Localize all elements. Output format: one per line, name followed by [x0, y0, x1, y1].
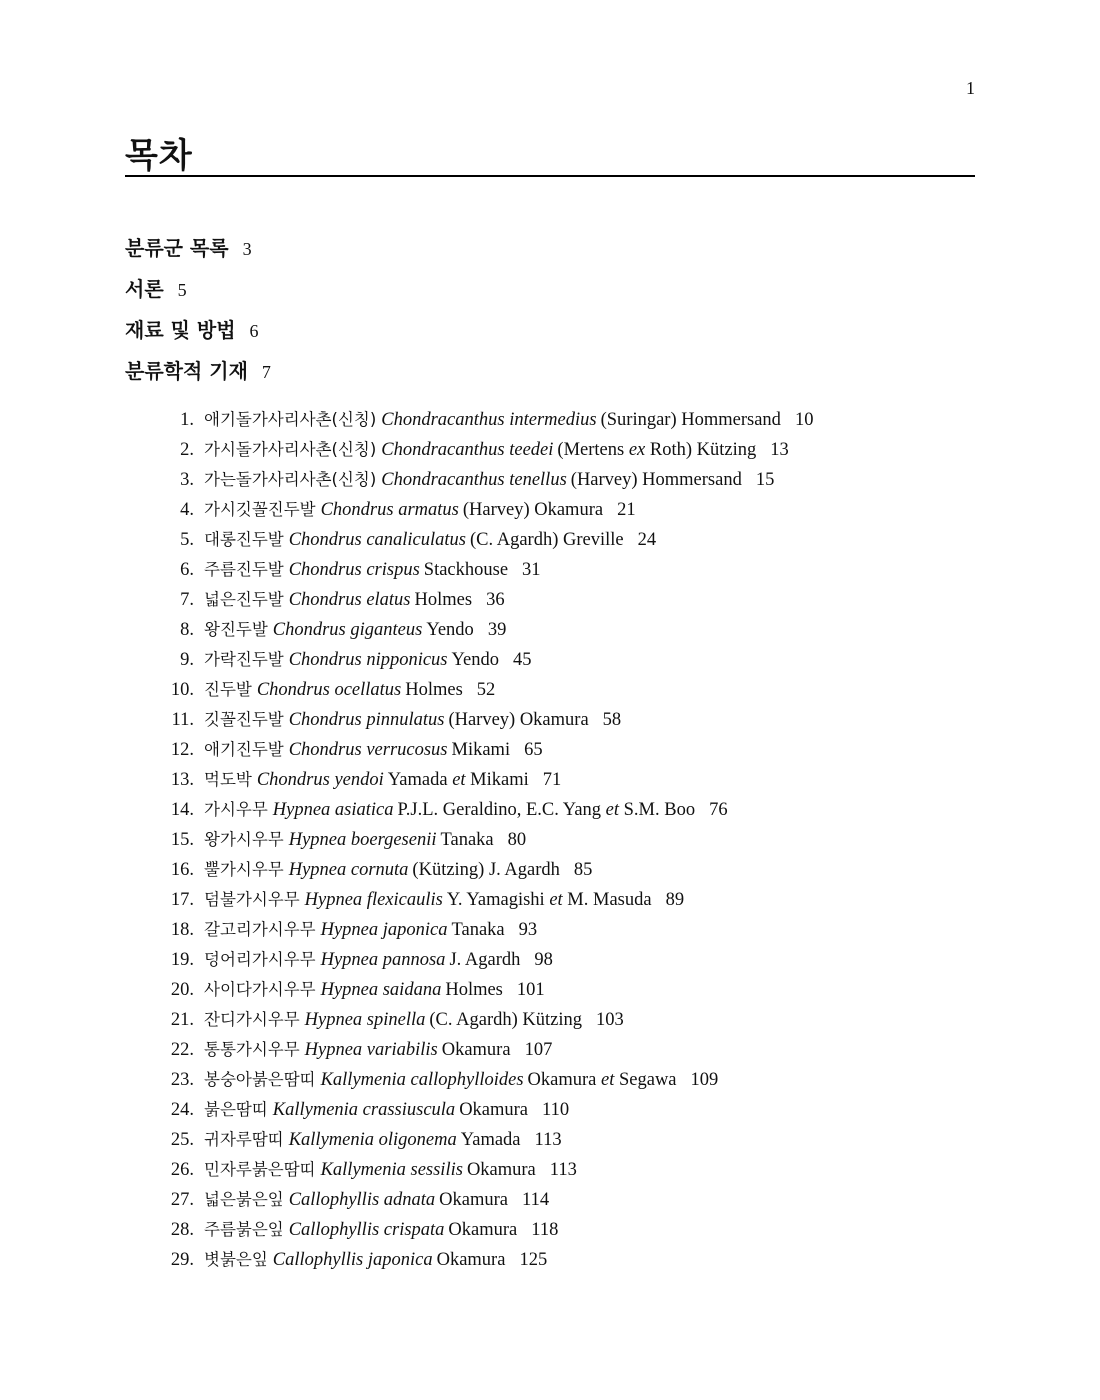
toc-entry-page: 110	[542, 1100, 570, 1120]
toc-entry-scientific-name: Hypnea variabilis	[304, 1040, 438, 1060]
toc-entry[interactable]	[160, 825, 813, 855]
toc-entry-author-part: J. Agardh	[449, 950, 521, 970]
toc-entry-number: 5.	[180, 530, 194, 550]
toc-entry[interactable]	[160, 735, 813, 765]
toc-entry-scientific-name: Chondrus verrucosus	[288, 740, 448, 760]
toc-entry-number: 25.	[170, 1130, 194, 1150]
toc-entry[interactable]	[160, 885, 813, 915]
toc-entry-number: 27.	[170, 1190, 194, 1210]
toc-entry-korean-name: 가는돌가사리사촌(신칭)	[204, 470, 377, 489]
toc-entry[interactable]	[160, 1125, 813, 1155]
toc-entry-korean-name: 잔디가시우무	[204, 1010, 300, 1029]
toc-entry[interactable]	[160, 765, 813, 795]
toc-entry-page: 85	[573, 860, 593, 880]
toc-entry-author-part: Mikami	[465, 770, 529, 790]
toc-section[interactable]	[125, 273, 271, 314]
toc-entry-korean-name: 봉숭아붉은땀띠	[204, 1070, 316, 1089]
toc-entry-page: 109	[690, 1070, 719, 1090]
toc-section-label: 분류군 목록	[125, 236, 229, 260]
toc-entry-number: 29.	[170, 1250, 194, 1270]
toc-entry-author	[448, 705, 588, 735]
page-title: 목차	[125, 136, 193, 176]
toc-entry-korean-name: 가락진두발	[204, 650, 284, 669]
toc-entry-scientific-name: Chondrus canaliculatus	[288, 530, 466, 550]
toc-entry-scientific-name: Hypnea boergesenii	[288, 830, 437, 850]
toc-entry-korean-name: 사이다가시우무	[204, 980, 316, 999]
toc-entry-author-part: Okamura	[436, 1250, 506, 1270]
toc-entry-scientific-name: Callophyllis crispata	[288, 1220, 445, 1240]
toc-entry-author	[405, 675, 463, 705]
toc-entry-author	[470, 525, 624, 555]
toc-entry-number: 3.	[180, 470, 194, 490]
toc-entry-page: 103	[596, 1010, 624, 1030]
toc-entry-scientific-name: Kallymenia sessilis	[320, 1160, 463, 1180]
toc-entry[interactable]	[160, 855, 813, 885]
toc-entry-author-part: (C. Agardh) Greville	[470, 530, 624, 550]
toc-entry-scientific-name: Hypnea japonica	[320, 920, 448, 940]
toc-entry-scientific-name: Chondrus pinnulatus	[288, 710, 445, 730]
toc-section-label: 재료 및 방법	[125, 318, 236, 342]
toc-entry-author	[452, 645, 499, 675]
toc-section[interactable]	[125, 232, 271, 273]
toc-entry-page: 114	[522, 1190, 550, 1210]
toc-entry-author	[437, 1245, 506, 1275]
toc-entry-number: 18.	[170, 920, 194, 940]
toc-entry-korean-name: 진두발	[204, 680, 252, 699]
toc-entry-scientific-name: Chondracanthus intermedius	[381, 410, 597, 430]
title-rule	[125, 175, 975, 177]
toc-entry-number: 19.	[170, 950, 194, 970]
toc-entry-author-part: Holmes	[445, 980, 503, 1000]
toc-entry-page: 45	[513, 650, 532, 670]
toc-entry-author-part: Mikami	[451, 740, 511, 760]
toc-entry-page: 65	[524, 740, 543, 760]
toc-entry-number: 20.	[170, 980, 194, 1000]
toc-entry-page: 80	[507, 830, 527, 850]
toc-entry[interactable]	[160, 795, 813, 825]
toc-entry-author	[461, 1125, 521, 1155]
toc-entry-scientific-name: Chondrus giganteus	[272, 620, 423, 640]
toc-entry-korean-name: 가시돌가사리사촌(신칭)	[204, 440, 377, 459]
toc-entry[interactable]	[160, 975, 813, 1005]
toc-entry-page: 93	[518, 920, 538, 940]
toc-entry[interactable]	[160, 1095, 813, 1125]
toc-entry-korean-name: 왕진두발	[204, 620, 268, 639]
toc-entry-author-part: Yendo	[426, 620, 474, 640]
toc-entry-author	[467, 1155, 536, 1185]
toc-entry-author-part: et	[605, 800, 620, 820]
toc-entry-number: 7.	[180, 590, 194, 610]
toc-entry-author-part: (Harvey) Okamura	[448, 710, 589, 730]
toc-entry-author-part: et	[601, 1070, 615, 1090]
toc-entry[interactable]	[160, 1185, 813, 1215]
toc-entry-author-part: et	[549, 890, 563, 910]
toc-entry-author-part: Holmes	[405, 680, 463, 700]
toc-entry-scientific-name: Chondracanthus teedei	[381, 440, 554, 460]
toc-entry-author	[601, 405, 781, 435]
toc-entry[interactable]	[160, 585, 813, 615]
toc-entry-scientific-name: Hypnea cornuta	[288, 860, 409, 880]
toc-entry-author-part: Yendo	[451, 650, 499, 670]
toc-entry-number: 16.	[170, 860, 194, 880]
toc-entry-author-part: ex	[628, 440, 646, 460]
toc-entry-page: 125	[519, 1250, 548, 1270]
toc-entry-page: 13	[770, 440, 789, 460]
toc-entry-scientific-name: Chondrus elatus	[288, 590, 411, 610]
toc-entry-page: 15	[755, 470, 775, 490]
toc-section-page: 7	[261, 362, 271, 382]
toc-entry-author	[571, 465, 742, 495]
toc-entry-author	[388, 765, 529, 795]
toc-entry-page: 21	[617, 500, 636, 520]
toc-entry-author-part: Okamura	[439, 1190, 509, 1210]
toc-entry-author-part: S.M. Boo	[619, 800, 696, 820]
toc-entry-number: 17.	[170, 890, 194, 910]
toc-entry-author-part: Segawa	[614, 1070, 677, 1090]
toc-entry-number: 11.	[171, 710, 194, 730]
toc-entry-korean-name: 붉은땀띠	[204, 1100, 268, 1119]
toc-entry-number: 9.	[180, 650, 194, 670]
toc-entry-author	[448, 1215, 517, 1245]
toc-entry-scientific-name: Chondrus ocellatus	[256, 680, 402, 700]
toc-entry-author-part: (Harvey) Hommersand	[570, 470, 742, 490]
toc-entry-author	[442, 1035, 511, 1065]
toc-entry-page: 113	[534, 1130, 562, 1150]
toc-sections	[125, 232, 271, 396]
toc-entry-scientific-name: Callophyllis japonica	[272, 1250, 433, 1270]
toc-entry-author-part: Y. Yamagishi	[446, 890, 550, 910]
toc-entry-author-part: (Suringar) Hommersand	[600, 410, 781, 430]
toc-entry[interactable]	[160, 495, 813, 525]
toc-entry-korean-name: 애기돌가사리사촌(신칭)	[204, 410, 377, 429]
toc-entry-author	[452, 735, 511, 765]
toc-entry-scientific-name: Hypnea saidana	[320, 980, 442, 1000]
toc-entry-number: 22.	[170, 1040, 194, 1060]
toc-entry-number: 13.	[170, 770, 194, 790]
toc-entry-number: 10.	[170, 680, 194, 700]
toc-entry-author	[449, 945, 520, 975]
toc-entry-author-part: Yamada	[387, 770, 453, 790]
toc-entry-author	[445, 975, 503, 1005]
toc-entry-scientific-name: Chondrus nipponicus	[288, 650, 448, 670]
toc-entry-page: 31	[522, 560, 541, 580]
toc-section-page: 6	[249, 321, 259, 341]
toc-entry-page: 113	[549, 1160, 577, 1180]
toc-entry[interactable]	[160, 1065, 813, 1095]
toc-entry[interactable]	[160, 405, 813, 435]
toc-entry-author-part: (C. Agardh) Kützing	[429, 1010, 582, 1030]
toc-section-page: 3	[242, 239, 252, 259]
toc-entry[interactable]	[160, 615, 813, 645]
toc-entry-korean-name: 볏붉은잎	[204, 1250, 268, 1269]
toc-section[interactable]	[125, 355, 271, 396]
toc-entry-korean-name: 넓은진두발	[204, 590, 284, 609]
toc-section[interactable]	[125, 314, 271, 355]
toc-entry-author	[424, 555, 508, 585]
toc-entry-korean-name: 덤불가시우무	[204, 890, 300, 909]
toc-entry-korean-name: 대롱진두발	[204, 530, 284, 549]
toc-entry-korean-name: 깃꼴진두발	[204, 710, 284, 729]
toc-entry-author	[398, 795, 696, 825]
toc-entry-number: 14.	[170, 800, 194, 820]
toc-entry-author-part: Roth) Kützing	[645, 440, 757, 460]
toc-entry-author	[451, 915, 504, 945]
toc-entry-author	[429, 1005, 582, 1035]
toc-entry-number: 24.	[170, 1100, 194, 1120]
toc-entry-scientific-name: Kallymenia oligonema	[288, 1130, 457, 1150]
toc-entry-scientific-name: Chondrus armatus	[320, 500, 459, 520]
toc-entry-page: 98	[534, 950, 553, 970]
toc-entry-page: 58	[602, 710, 622, 730]
toc-entry[interactable]	[160, 525, 813, 555]
toc-entry-author	[463, 495, 603, 525]
toc-entry[interactable]	[160, 1005, 813, 1035]
toc-entry-scientific-name: Hypnea flexicaulis	[304, 890, 443, 910]
toc-entry-number: 15.	[170, 830, 194, 850]
toc-entry-page: 71	[542, 770, 562, 790]
toc-entry-korean-name: 애기진두발	[204, 740, 284, 759]
toc-entry-scientific-name: Hypnea pannosa	[320, 950, 446, 970]
toc-entry-author-part: (Kützing) J. Agardh	[412, 860, 560, 880]
toc-entry-author-part: Okamura	[466, 1160, 536, 1180]
toc-entry-scientific-name: Hypnea spinella	[304, 1010, 426, 1030]
toc-entry-author-part: Okamura	[459, 1100, 529, 1120]
toc-entry-number: 4.	[180, 500, 194, 520]
toc-entry-korean-name: 왕가시우무	[204, 830, 284, 849]
toc-entry[interactable]	[160, 555, 813, 585]
toc-entry-author-part: Okamura	[441, 1040, 511, 1060]
toc-entry-page: 107	[524, 1040, 553, 1060]
toc-entry-author-part: et	[452, 770, 466, 790]
toc-entry[interactable]	[160, 675, 813, 705]
toc-entry-korean-name: 주름진두발	[204, 560, 284, 579]
toc-entry-author-part: Okamura	[448, 1220, 518, 1240]
toc-entry[interactable]	[160, 945, 813, 975]
toc-entry-author-part: (Harvey) Okamura	[462, 500, 604, 520]
page-number: 1	[966, 78, 975, 98]
toc-entry-korean-name: 갈고리가시우무	[204, 920, 316, 939]
toc-entry-scientific-name: Chondracanthus tenellus	[381, 470, 567, 490]
toc-entry-korean-name: 주름붉은잎	[204, 1220, 284, 1239]
toc-entry-korean-name: 먹도박	[204, 770, 252, 789]
toc-entry-korean-name: 통통가시우무	[204, 1040, 300, 1059]
toc-entry-author	[441, 825, 494, 855]
toc-entry-korean-name: 가시깃꼴진두발	[204, 500, 316, 519]
toc-entry-page: 36	[486, 590, 505, 610]
toc-entry-author	[557, 435, 756, 465]
toc-entry[interactable]	[160, 915, 813, 945]
toc-entry-author-part: (Mertens	[557, 440, 629, 460]
toc-entry-author-part: Yamada	[460, 1130, 521, 1150]
toc-entry-number: 21.	[170, 1010, 194, 1030]
toc-entry-number: 8.	[180, 620, 194, 640]
toc-entry[interactable]	[160, 435, 813, 465]
toc-entry-author	[447, 885, 652, 915]
toc-entry-number: 26.	[170, 1160, 194, 1180]
toc-entry-scientific-name: Chondrus crispus	[288, 560, 420, 580]
toc-section-label: 분류학적 기재	[125, 359, 248, 383]
toc-entry[interactable]	[160, 705, 813, 735]
toc-entry-list	[160, 405, 813, 1275]
toc-entry-scientific-name: Hypnea asiatica	[272, 800, 394, 820]
toc-entry-author	[439, 1185, 508, 1215]
toc-entry-korean-name: 넓은붉은잎	[204, 1190, 284, 1209]
toc-entry[interactable]	[160, 1245, 813, 1275]
toc-section-label: 서론	[125, 277, 164, 301]
toc-entry-page: 76	[709, 800, 728, 820]
toc-entry-author-part: P.J.L. Geraldino, E.C. Yang	[397, 800, 606, 820]
toc-entry-author	[459, 1095, 528, 1125]
toc-entry-author-part: Holmes	[414, 590, 473, 610]
toc-entry-number: 12.	[170, 740, 194, 760]
toc-entry-page: 89	[665, 890, 685, 910]
toc-entry-page: 118	[531, 1220, 559, 1240]
toc-entry-page: 24	[637, 530, 657, 550]
toc-entry-korean-name: 가시우무	[204, 800, 268, 819]
toc-entry-author-part: M. Masuda	[562, 890, 652, 910]
toc-entry-author-part: Stackhouse	[423, 560, 509, 580]
toc-entry-korean-name: 귀자루땀띠	[204, 1130, 284, 1149]
toc-entry-scientific-name: Kallymenia callophylloides	[320, 1070, 524, 1090]
toc-entry-number: 2.	[180, 440, 194, 460]
toc-entry-page: 101	[516, 980, 545, 1000]
toc-section-page: 5	[177, 280, 187, 300]
toc-entry-scientific-name: Chondrus yendoi	[256, 770, 384, 790]
toc-entry[interactable]	[160, 1035, 813, 1065]
toc-entry-scientific-name: Callophyllis adnata	[288, 1190, 436, 1210]
toc-entry-scientific-name: Kallymenia crassiuscula	[272, 1100, 456, 1120]
toc-entry[interactable]	[160, 645, 813, 675]
toc-entry-author	[426, 615, 473, 645]
toc-entry-number: 1.	[180, 410, 194, 430]
toc-entry-korean-name: 뿔가시우무	[204, 860, 284, 879]
toc-entry-number: 23.	[170, 1070, 194, 1090]
toc-entry-author-part: Tanaka	[440, 830, 494, 850]
toc-entry-number: 28.	[170, 1220, 194, 1240]
toc-entry[interactable]	[160, 465, 813, 495]
toc-entry[interactable]	[160, 1155, 813, 1185]
toc-entry-page: 52	[476, 680, 496, 700]
toc-entry-author	[412, 855, 559, 885]
toc-entry-page: 10	[794, 410, 814, 430]
toc-entry-author	[528, 1065, 677, 1095]
toc-entry-page: 39	[487, 620, 507, 640]
toc-entry[interactable]	[160, 1215, 813, 1245]
toc-entry-korean-name: 민자루붉은땀띠	[204, 1160, 316, 1179]
toc-entry-author-part: Tanaka	[451, 920, 505, 940]
toc-entry-korean-name: 덩어리가시우무	[204, 950, 316, 969]
toc-entry-author-part: Okamura	[527, 1070, 601, 1090]
toc-entry-number: 6.	[180, 560, 194, 580]
toc-entry-author	[415, 585, 473, 615]
